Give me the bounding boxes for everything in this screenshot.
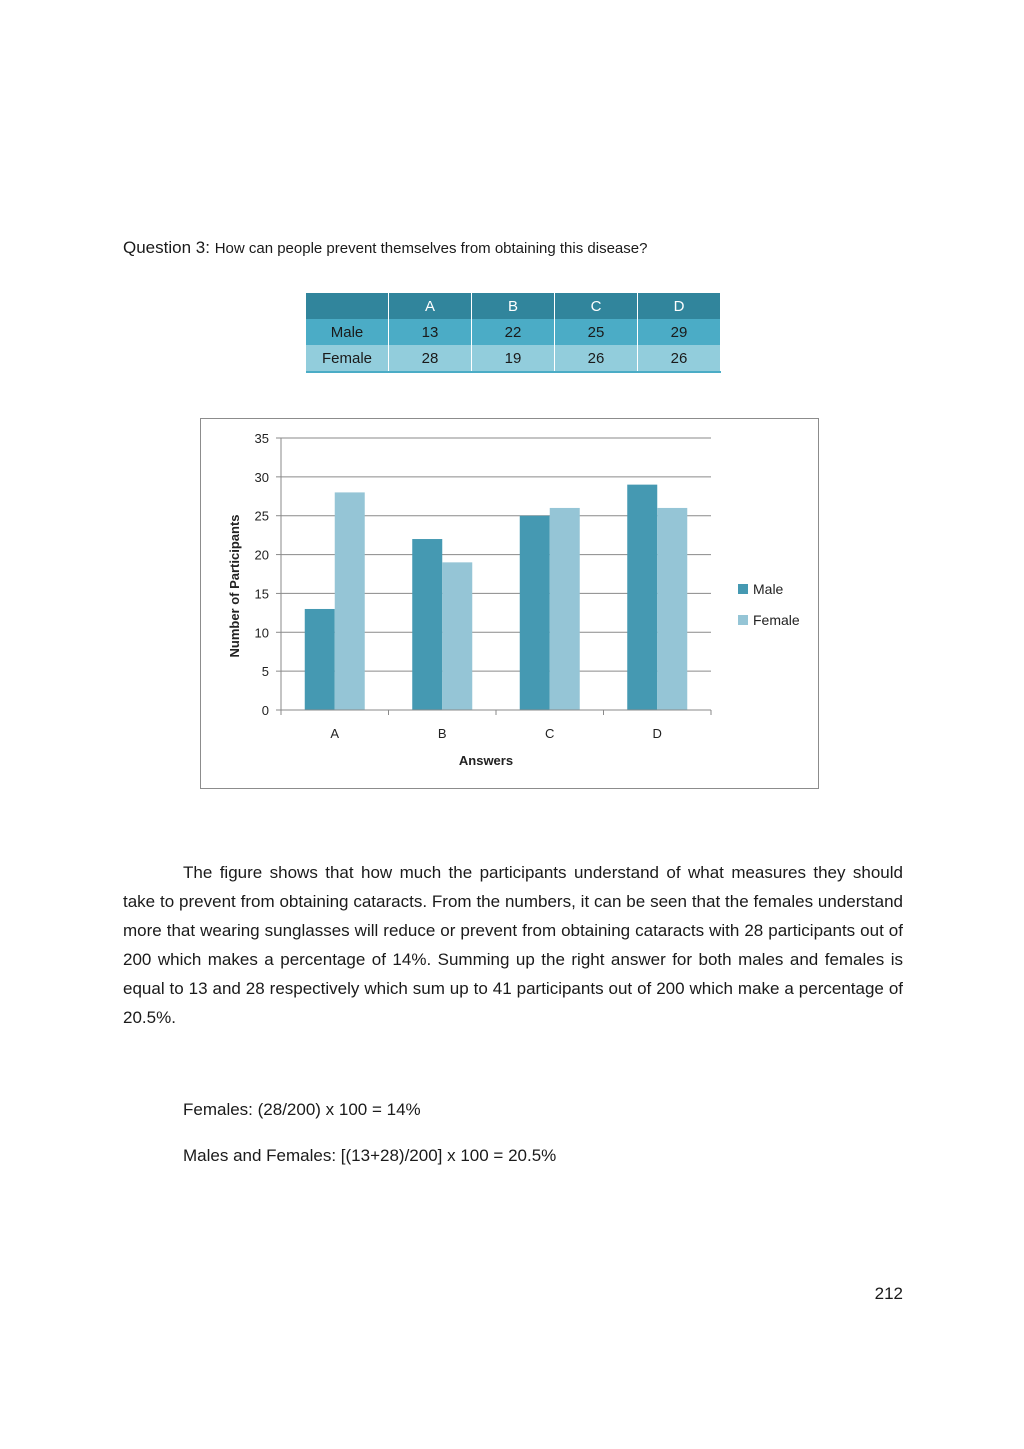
body-paragraph	[123, 858, 903, 1032]
bar-male	[520, 516, 550, 710]
x-tick-label: C	[545, 726, 555, 741]
question-heading	[123, 238, 647, 258]
data-table	[306, 293, 721, 373]
table-cell: 29	[638, 319, 721, 345]
y-tick-label: 5	[261, 664, 269, 680]
table-cell: 26	[638, 345, 721, 372]
formula-males-and-females: Males and Females: [(13+28)/200] x 100 = 20.5%	[183, 1146, 557, 1165]
legend-label-female: Female	[753, 612, 800, 628]
table-cell: 13	[389, 319, 472, 345]
legend-swatch-male	[738, 584, 748, 594]
x-tick-label: B	[437, 726, 447, 741]
table-row	[306, 319, 721, 345]
y-tick-label: 20	[254, 547, 269, 563]
table-cell: 28	[389, 345, 472, 372]
table-row-label: Male	[306, 319, 389, 345]
bar-female	[657, 508, 687, 710]
table-cell: 19	[472, 345, 555, 372]
y-tick-label: 35	[254, 431, 269, 446]
y-tick-label: 25	[254, 508, 269, 524]
x-tick-label: D	[652, 726, 662, 741]
question-label: Question 3:	[123, 238, 210, 257]
y-tick-label: 30	[254, 469, 269, 485]
paragraph-text: The figure shows that how much the participants understand of what measures they should take to prevent from obtaining cataracts. From the numbers, it can be seen that the females understand more that wearing sunglasses will reduce or prevent from obtaining cataracts with 28 participants out of 200 which makes a percentage of 14%. Summing up the right answer for both males and females is equal to 13 and 28 respectively which sum up to 41 participants out of 200 which make a percentage of 20.5%.	[123, 863, 903, 1027]
page-number: 212	[874, 1284, 903, 1303]
y-tick-label: 15	[254, 586, 269, 602]
formula-females: Females: (28/200) x 100 = 14%	[183, 1100, 421, 1119]
question-text: How can people prevent themselves from obtaining this disease?	[214, 240, 648, 257]
chart-svg	[201, 419, 818, 788]
bar-chart	[200, 418, 819, 789]
table-header-cell: D	[638, 293, 721, 319]
table-header-cell: B	[472, 293, 555, 319]
table-cell: 26	[555, 345, 638, 372]
table-header-cell: C	[555, 293, 638, 319]
table-cell: 25	[555, 319, 638, 345]
table-header-cell: A	[389, 293, 472, 319]
y-tick-label: 0	[261, 703, 269, 718]
y-axis-label: Number of Participants	[227, 514, 242, 658]
table-corner-cell	[306, 293, 389, 319]
bar-male	[627, 485, 657, 710]
x-tick-label: A	[330, 726, 340, 741]
bar-male	[412, 539, 442, 710]
bar-female	[442, 562, 472, 710]
legend-swatch-female	[738, 615, 748, 625]
bar-female	[335, 492, 365, 710]
x-axis-label: Answers	[458, 753, 514, 768]
bar-male	[305, 609, 335, 710]
legend-label-male: Male	[753, 581, 784, 597]
bar-female	[550, 508, 580, 710]
table-row	[306, 345, 721, 372]
y-tick-label: 10	[254, 625, 269, 641]
table-cell: 22	[472, 319, 555, 345]
table-header-row	[306, 293, 721, 319]
table-row-label: Female	[306, 345, 389, 372]
